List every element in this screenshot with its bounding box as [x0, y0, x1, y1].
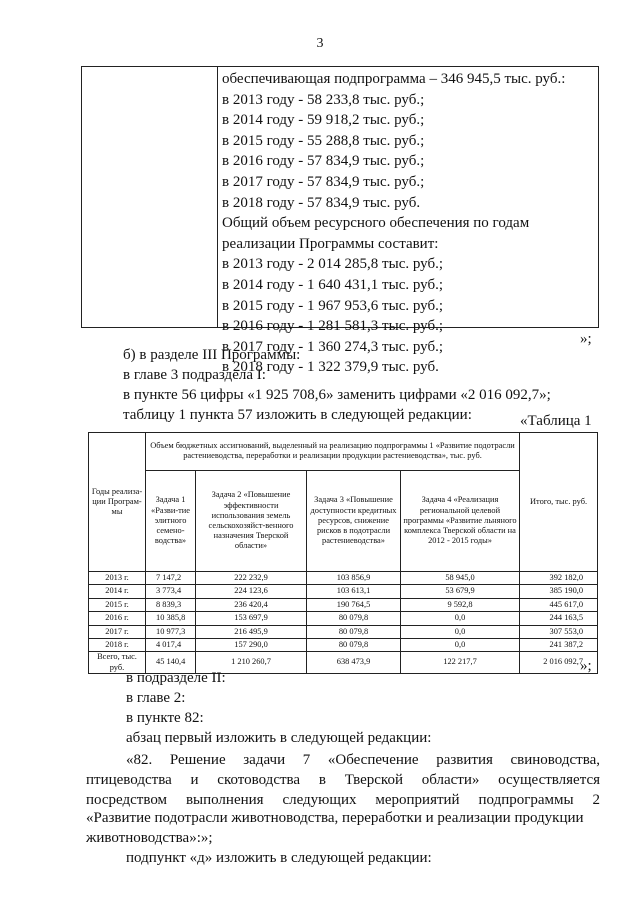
table-cell: 80 079,8	[307, 638, 401, 651]
table-cell: 7 147,2	[146, 572, 196, 585]
table-cell: 0,0	[401, 638, 520, 651]
paragraph-line: посредством выполнения следующих мероприятий подпрограммы 2	[86, 792, 600, 808]
table-cell: 236 420,4	[196, 598, 307, 611]
budget-table	[88, 432, 598, 674]
resource-line: в 2013 году - 58 233,8 тыс. руб.;	[222, 91, 425, 108]
table-cell: 385 190,0	[520, 585, 598, 598]
section-2-line: в главе 2:	[126, 690, 186, 706]
resource-line: в 2017 году - 1 360 274,3 тыс. руб.;	[222, 338, 444, 355]
section-b-line: в пункте 56 цифры «1 925 708,6» заменить цифрами «2 016 092,7»;	[123, 387, 551, 403]
table-cell: 638 473,9	[307, 652, 401, 673]
table-cell: 2 016 092,7	[520, 652, 598, 673]
table-cell: 244 163,5	[520, 612, 598, 625]
table-cell: 80 079,8	[307, 625, 401, 638]
header-task: Задача 2 «Повышение эффективности использования земель сельскохозяйст-венного назначения Тверской области»	[196, 470, 307, 571]
column-divider	[217, 67, 218, 327]
resource-line: в 2014 году - 59 918,2 тыс. руб.;	[222, 112, 425, 129]
table-header-row	[89, 433, 598, 471]
table-cell: 1 210 260,7	[196, 652, 307, 673]
year-cell: 2016 г.	[89, 612, 146, 625]
table-cell: 10 977,3	[146, 625, 196, 638]
paragraph-line: животноводства»:»;	[86, 830, 213, 846]
header-years: Годы реализа-ции Програм-мы	[89, 433, 146, 572]
page-number: 3	[316, 36, 324, 51]
section-2-line: в подразделе II:	[126, 670, 226, 686]
table-caption: «Таблица 1	[520, 413, 592, 429]
resource-line: реализации Программы составит:	[222, 235, 439, 252]
table-cell: 45 140,4	[146, 652, 196, 673]
table-cell: 0,0	[401, 625, 520, 638]
table-row	[89, 585, 598, 598]
paragraph-line: птицеводства и скотоводства в Тверской области» осуществляется	[86, 772, 600, 788]
header-task: Задача 4 «Реализация региональной целевой программы «Развитие льняного комплекса Тверской области на 2012 - 2015 годы»	[401, 470, 520, 571]
section-2-line: подпункт «д» изложить в следующей редакции:	[126, 850, 432, 866]
year-cell: 2014 г.	[89, 585, 146, 598]
table-cell: 10 385,8	[146, 612, 196, 625]
paragraph-82	[86, 750, 600, 810]
table-cell: 190 764,5	[307, 598, 401, 611]
table-cell: 307 553,0	[520, 625, 598, 638]
year-cell: 2013 г.	[89, 572, 146, 585]
table-row	[89, 572, 598, 585]
resource-line: в 2018 году - 57 834,9 тыс. руб.	[222, 194, 421, 211]
section-2-line: абзац первый изложить в следующей редакции:	[126, 730, 432, 746]
section-b-line: таблицу 1 пункта 57 изложить в следующей редакции:	[123, 407, 472, 423]
header-task: Задача 3 «Повышение доступности кредитных ресурсов, снижение рисков в подотрасли растениеводства»	[307, 470, 401, 571]
total-label: Всего, тыс. руб.	[89, 652, 146, 673]
section-b-line: в главе 3 подраздела I:	[123, 367, 266, 383]
table-cell: 122 217,7	[401, 652, 520, 673]
table-row	[89, 625, 598, 638]
table-cell: 3 773,4	[146, 585, 196, 598]
table-row	[89, 598, 598, 611]
table-cell: 153 697,9	[196, 612, 307, 625]
table-row	[89, 612, 598, 625]
resource-line: Общий объем ресурсного обеспечения по годам	[222, 215, 530, 232]
section-b-heading: б) в разделе III Программы:	[123, 347, 301, 363]
table-cell: 157 290,0	[196, 638, 307, 651]
year-cell: 2017 г.	[89, 625, 146, 638]
resource-line: обеспечивающая подпрограмма – 346 945,5 тыс. руб.:	[222, 71, 566, 87]
table-cell: 58 945,0	[401, 572, 520, 585]
table-cell: 53 679,9	[401, 585, 520, 598]
closing-quote: »;	[580, 658, 592, 674]
table-cell: 103 613,1	[307, 585, 401, 598]
table-cell: 392 182,0	[520, 572, 598, 585]
table-cell: 0,0	[401, 612, 520, 625]
paragraph-line: «Развитие подотрасли животноводства, переработки и реализации продукции	[86, 810, 584, 826]
table-cell: 222 232,9	[196, 572, 307, 585]
table-row	[89, 638, 598, 651]
resource-line: в 2016 году - 57 834,9 тыс. руб.;	[222, 153, 425, 170]
closing-quote: »;	[580, 331, 592, 347]
table-cell: 103 856,9	[307, 572, 401, 585]
table-cell: 241 387,2	[520, 638, 598, 651]
resource-line: в 2014 году - 1 640 431,1 тыс. руб.;	[222, 276, 444, 293]
resource-lines	[222, 69, 598, 378]
table-cell: 80 079,8	[307, 612, 401, 625]
section-2-line: в пункте 82:	[126, 710, 204, 726]
resource-line: в 2015 году - 55 288,8 тыс. руб.;	[222, 132, 425, 149]
year-cell: 2015 г.	[89, 598, 146, 611]
table-cell: 8 839,3	[146, 598, 196, 611]
resource-line: в 2018 году - 1 322 379,9 тыс. руб.	[222, 359, 439, 376]
year-cell: 2018 г.	[89, 638, 146, 651]
table-cell: 4 017,4	[146, 638, 196, 651]
resource-line: в 2013 году - 2 014 285,8 тыс. руб.;	[222, 256, 444, 273]
header-task: Задача 1 «Разви-тие элитного семено-водства»	[146, 470, 196, 571]
resource-line: в 2017 году - 57 834,9 тыс. руб.;	[222, 173, 425, 190]
table-cell: 216 495,9	[196, 625, 307, 638]
header-main: Объем бюджетных ассигнований, выделенный на реализацию подпрограммы 1 «Развитие подотрасли растениеводства, переработки и реализации продукции растениеводства», тыс. руб.	[146, 433, 520, 471]
table-cell: 9 592,8	[401, 598, 520, 611]
header-total: Итого, тыс. руб.	[520, 433, 598, 572]
paragraph-line: «82. Решение задачи 7 «Обеспечение развития свиноводства,	[126, 752, 600, 768]
table-cell: 224 123,6	[196, 585, 307, 598]
resource-line: в 2015 году - 1 967 953,6 тыс. руб.;	[222, 297, 444, 314]
resource-line: в 2016 году - 1 281 581,3 тыс. руб.;	[222, 318, 444, 335]
table-cell: 445 617,0	[520, 598, 598, 611]
